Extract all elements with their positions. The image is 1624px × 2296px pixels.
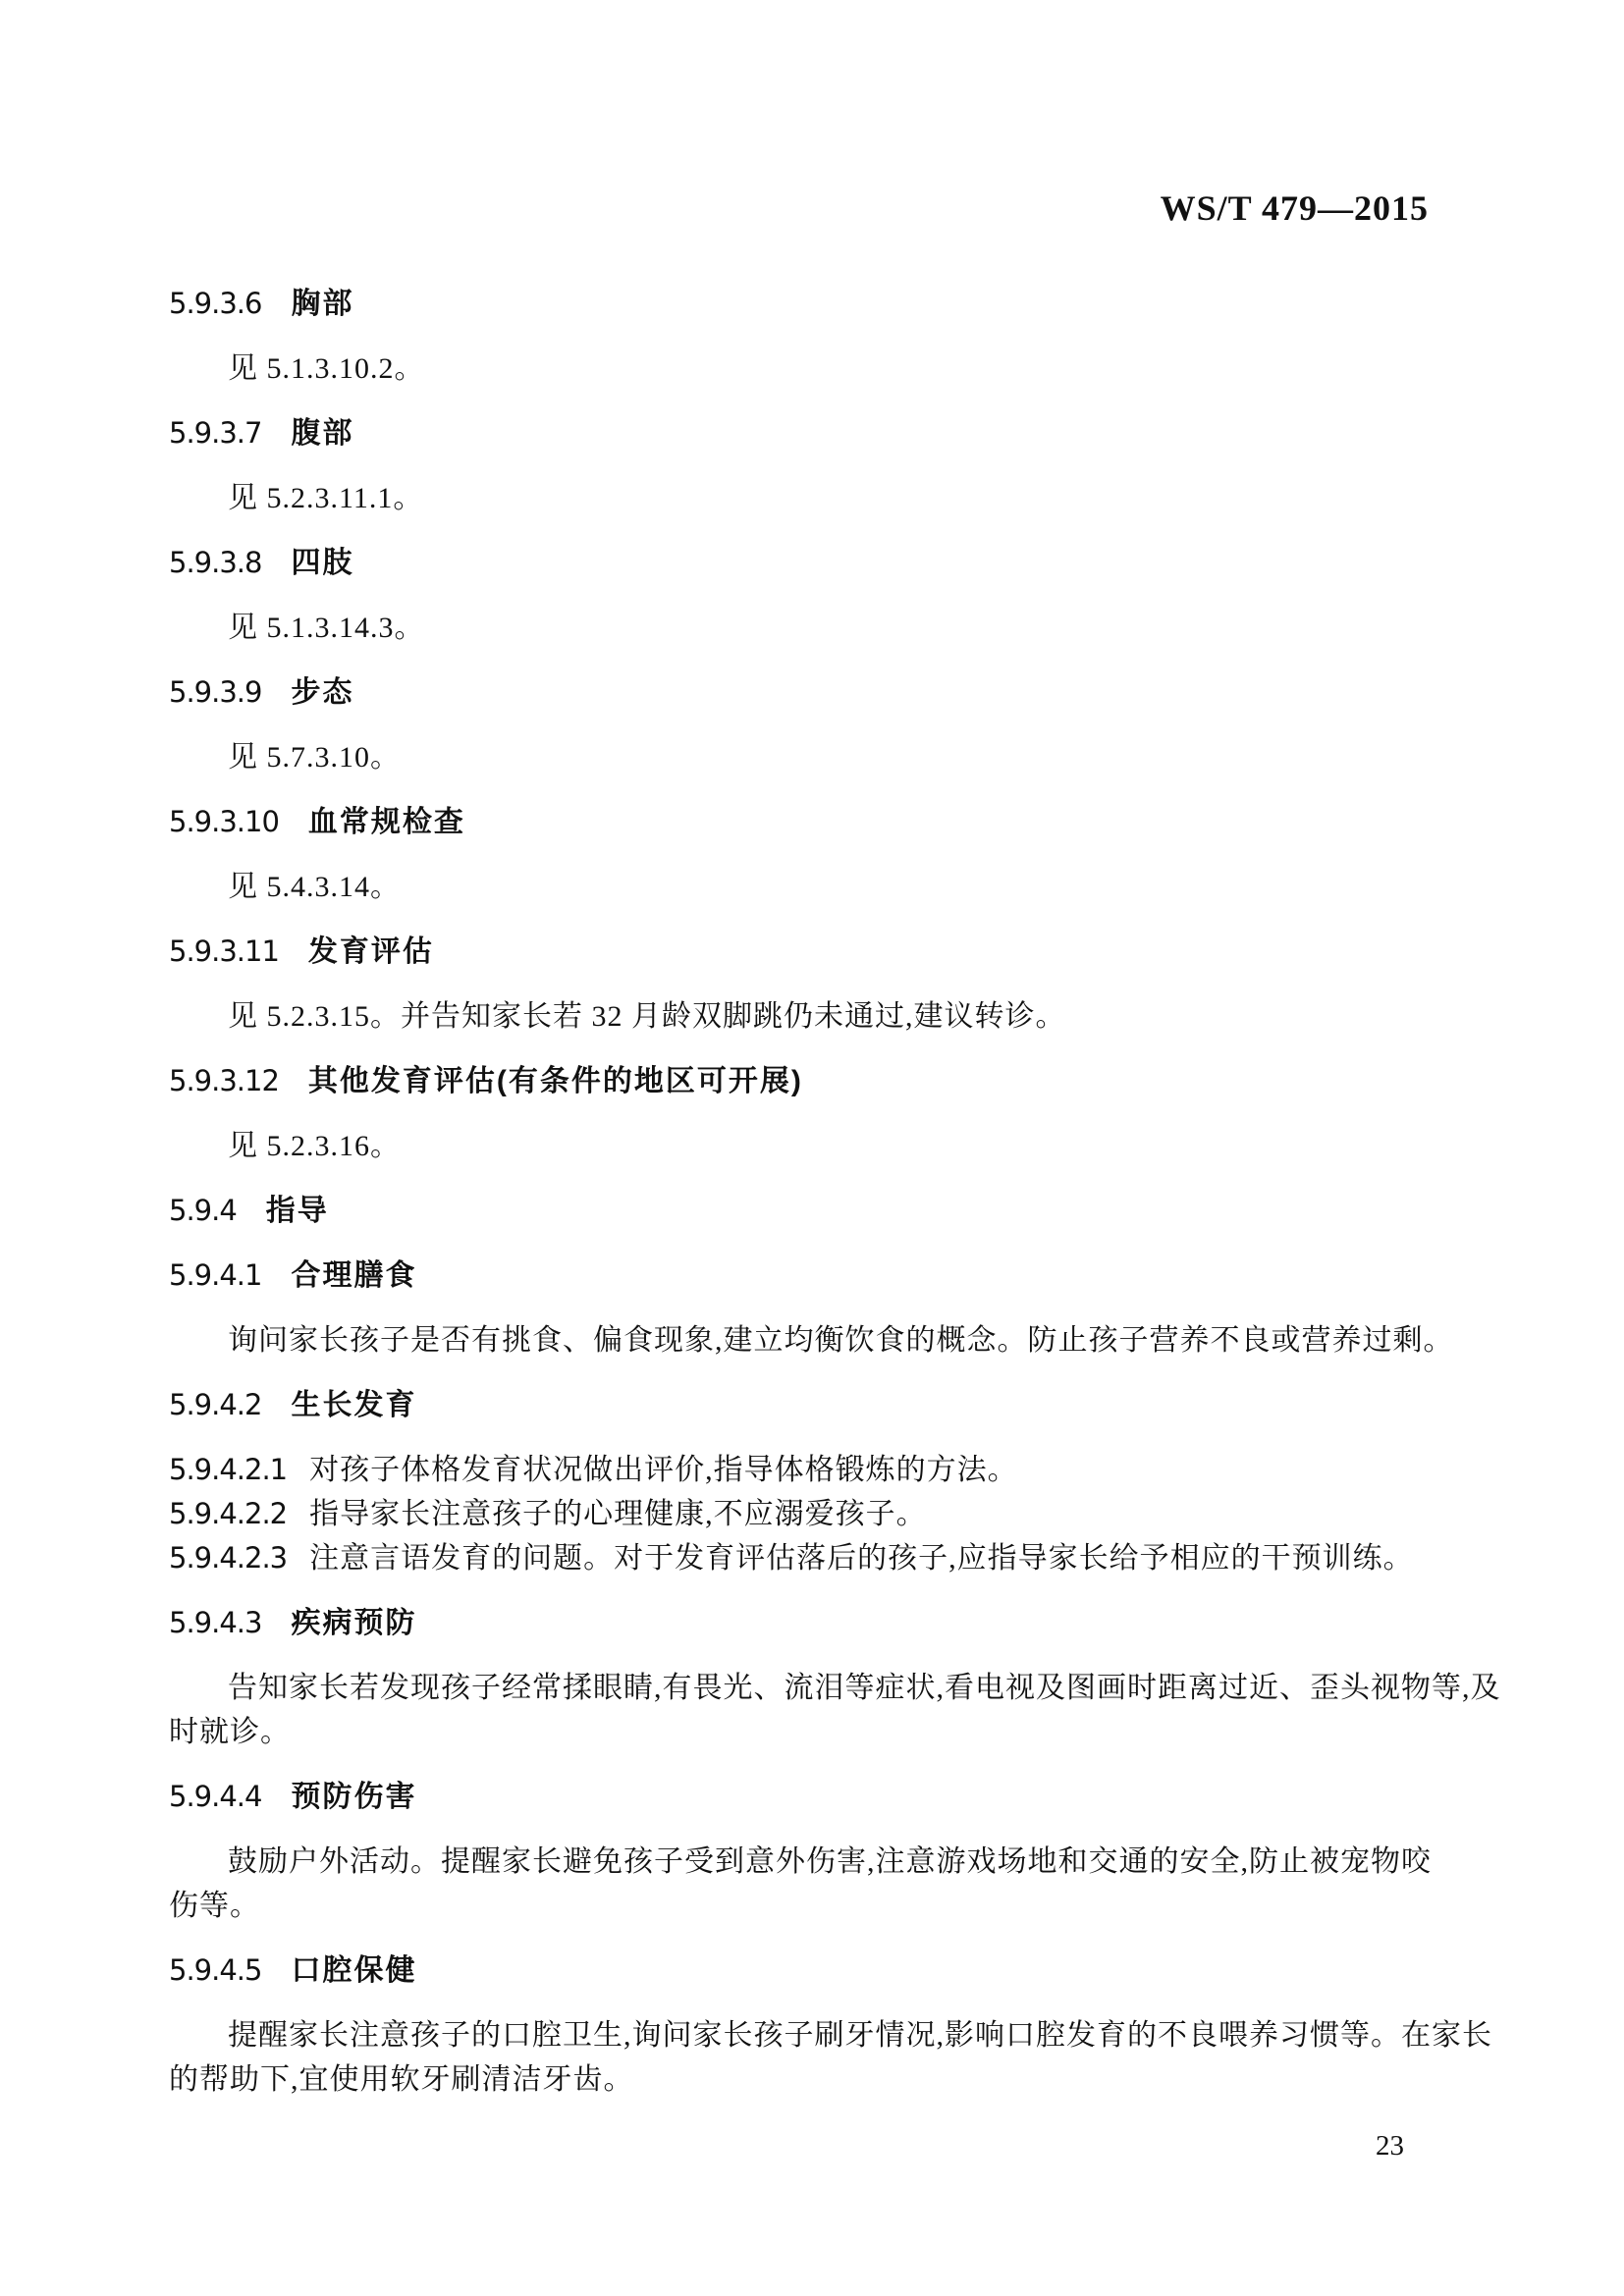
- paragraph-line: 见 5.7.3.10。: [228, 741, 401, 774]
- paragraph: [169, 2013, 1492, 2102]
- section-heading: [169, 1383, 1459, 1427]
- section-heading: [169, 930, 1459, 974]
- paragraph-line: 的帮助下,宜使用软牙刷清洁牙齿。: [169, 2063, 634, 2096]
- paragraph-line: 见 5.4.3.14。: [228, 871, 401, 903]
- standard-code-header: WS/T 479—2015: [1160, 188, 1429, 228]
- clause-text: 指导家长注意孩子的心理健康,不应溺爱孩子。: [309, 1498, 927, 1530]
- numbered-clause: [169, 1448, 1459, 1492]
- section-heading: [169, 1254, 1459, 1298]
- paragraph: [169, 1666, 1501, 1754]
- clause-number: 5.9.4.2.3: [169, 1541, 288, 1575]
- clause-number: 5.9.4.2.1: [169, 1453, 288, 1486]
- section-number: 5.9.4.4: [169, 1780, 262, 1813]
- section-title: 合理膳食: [291, 1259, 417, 1292]
- paragraph: [169, 865, 1459, 909]
- section-number: 5.9.4: [169, 1194, 237, 1227]
- paragraph: [169, 1840, 1459, 1928]
- section-title: 指导: [265, 1195, 329, 1227]
- section-number: 5.9.3.12: [169, 1064, 279, 1097]
- section-title: 发育评估: [307, 935, 434, 968]
- section-heading: [169, 541, 1459, 585]
- paragraph-line: 见 5.1.3.10.2。: [228, 352, 425, 385]
- section-heading: [169, 1189, 1459, 1233]
- section-title: 生长发育: [291, 1389, 417, 1421]
- paragraph: [169, 1124, 1459, 1168]
- paragraph-line: 见 5.2.3.11.1。: [228, 482, 424, 514]
- section-title: 疾病预防: [291, 1607, 417, 1639]
- section-number: 5.9.3.9: [169, 675, 262, 709]
- document-body: [169, 282, 1501, 2102]
- section-heading: [169, 282, 1459, 326]
- paragraph-line: 见 5.2.3.15。并告知家长若 32 月龄双脚跳仍未通过,建议转诊。: [228, 1000, 1066, 1033]
- section-number: 5.9.4.3: [169, 1606, 262, 1639]
- page-number: 23: [1376, 2130, 1404, 2162]
- section-heading: [169, 1775, 1459, 1819]
- section-title: 血常规检查: [307, 806, 465, 838]
- section-number: 5.9.4.2: [169, 1388, 262, 1421]
- section-number: 5.9.3.10: [169, 805, 279, 838]
- clause-text: 注意言语发育的问题。对于发育评估落后的孩子,应指导家长给予相应的干预训练。: [309, 1542, 1414, 1575]
- paragraph: [169, 606, 1459, 650]
- section-number: 5.9.4.5: [169, 1953, 262, 1987]
- section-title: 四肢: [291, 547, 354, 579]
- clause-text: 对孩子体格发育状况做出评价,指导体格锻炼的方法。: [309, 1454, 1018, 1486]
- paragraph: [169, 735, 1459, 779]
- section-title: 胸部: [291, 288, 354, 320]
- section-title: 其他发育评估(有条件的地区可开展): [307, 1065, 803, 1097]
- paragraph: [169, 1318, 1459, 1362]
- section-number: 5.9.3.8: [169, 546, 262, 579]
- paragraph-line: 鼓励户外活动。提醒家长避免孩子受到意外伤害,注意游戏场地和交通的安全,防止被宠物咬: [228, 1845, 1432, 1878]
- section-number: 5.9.4.1: [169, 1258, 262, 1292]
- paragraph-line: 伤等。: [169, 1890, 260, 1922]
- section-heading: [169, 670, 1459, 715]
- paragraph-line: 告知家长若发现孩子经常揉眼睛,有畏光、流泪等症状,看电视及图画时距离过近、歪头视物等,及: [228, 1672, 1501, 1704]
- section-heading: [169, 1949, 1459, 1993]
- paragraph-line: 见 5.1.3.14.3。: [228, 612, 425, 644]
- section-number: 5.9.3.6: [169, 287, 262, 320]
- paragraph: [169, 347, 1459, 391]
- section-heading: [169, 800, 1459, 844]
- section-heading: [169, 1601, 1459, 1645]
- paragraph-line: 询问家长孩子是否有挑食、偏食现象,建立均衡饮食的概念。防止孩子营养不良或营养过剩。: [228, 1324, 1454, 1357]
- section-title: 步态: [291, 676, 354, 709]
- section-title: 腹部: [291, 417, 354, 450]
- paragraph-line: 见 5.2.3.16。: [228, 1130, 401, 1162]
- clause-number: 5.9.4.2.2: [169, 1497, 288, 1530]
- paragraph-line: 提醒家长注意孩子的口腔卫生,询问家长孩子刷牙情况,影响口腔发育的不良喂养习惯等。在家长: [228, 2019, 1492, 2052]
- numbered-clause: [169, 1492, 1459, 1536]
- section-heading: [169, 1059, 1459, 1103]
- section-title: 口腔保健: [291, 1954, 417, 1987]
- section-number: 5.9.3.11: [169, 934, 279, 968]
- section-heading: [169, 411, 1459, 455]
- section-title: 预防伤害: [291, 1781, 417, 1813]
- paragraph-line: 时就诊。: [169, 1716, 291, 1748]
- paragraph: [169, 994, 1459, 1039]
- section-number: 5.9.3.7: [169, 416, 262, 450]
- paragraph: [169, 476, 1459, 520]
- numbered-clause: [169, 1536, 1459, 1580]
